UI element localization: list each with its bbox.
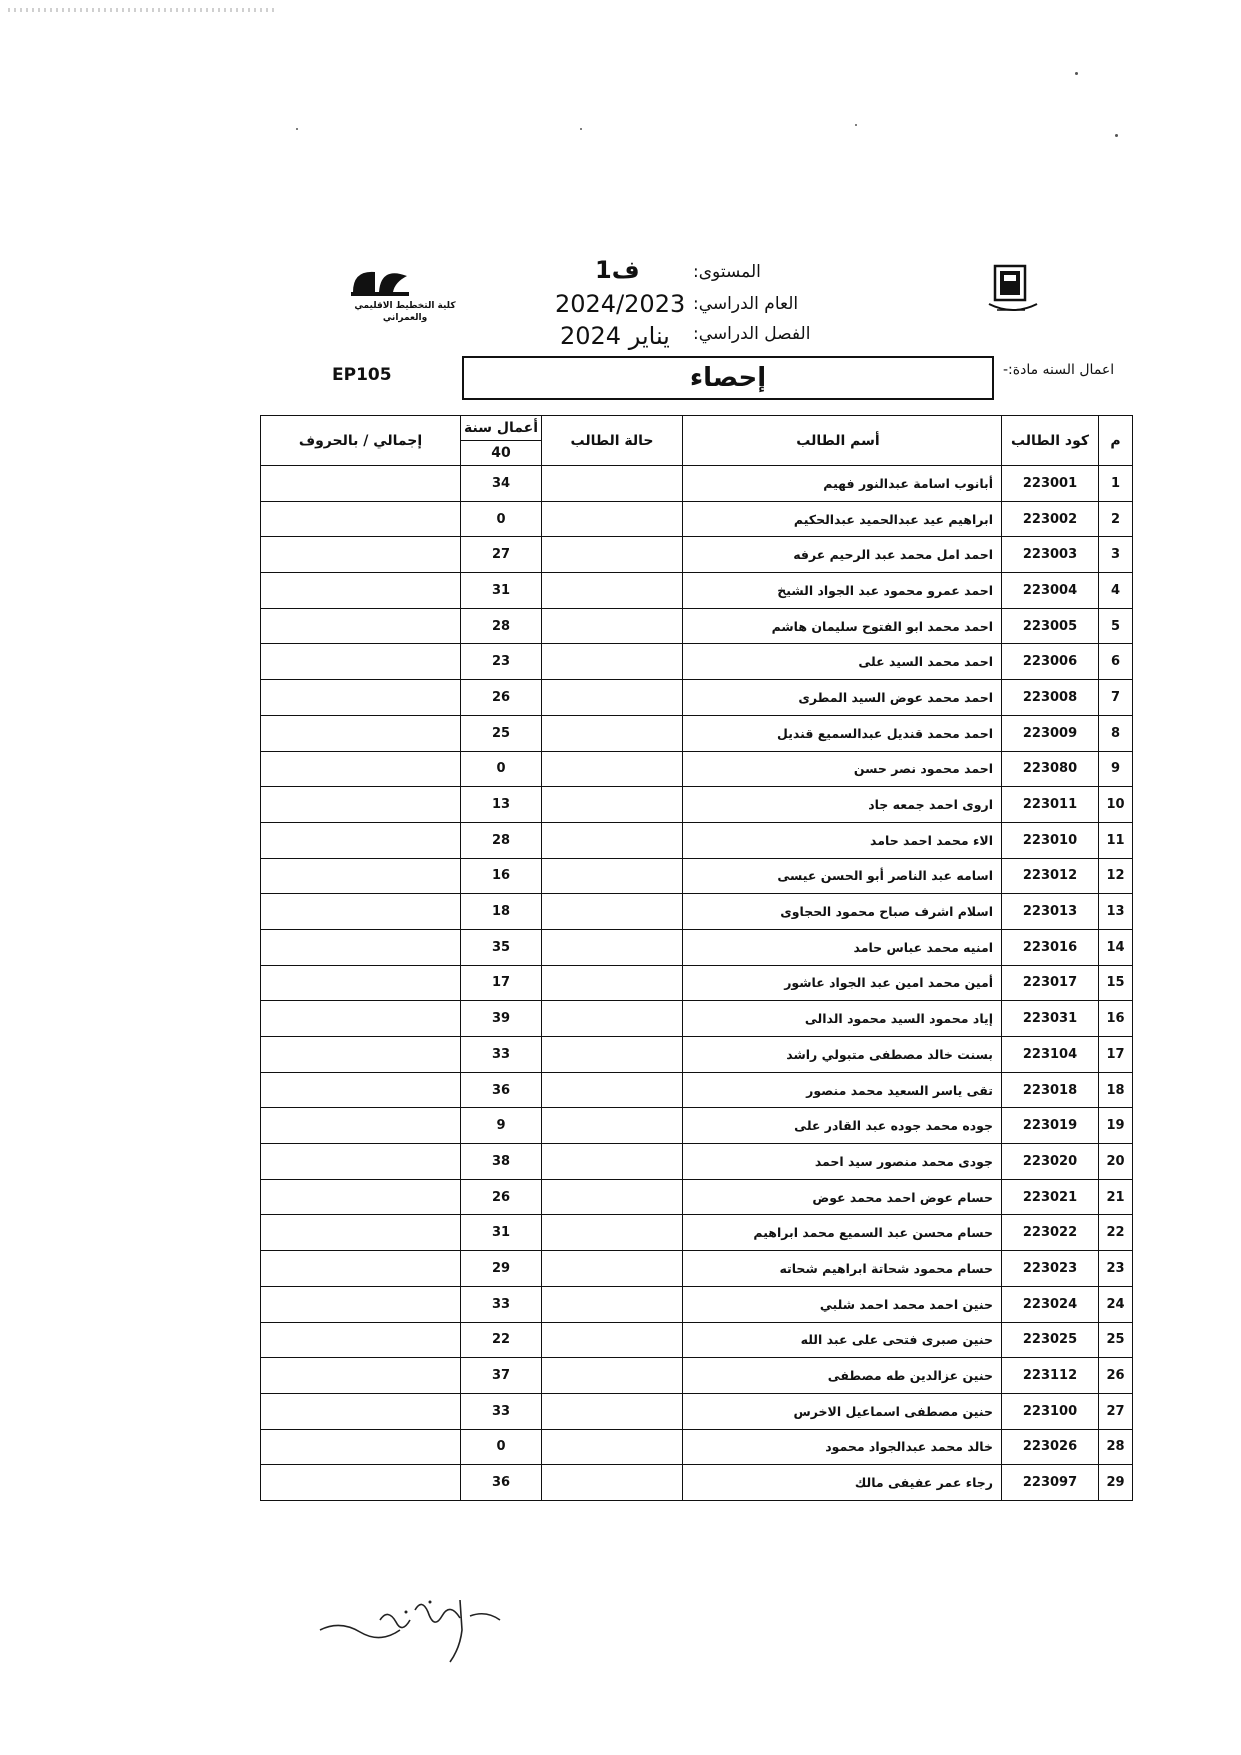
year-work-mark: 0 <box>461 1429 542 1465</box>
row-number: 1 <box>1099 466 1133 502</box>
student-code: 223112 <box>1002 1358 1099 1394</box>
table-row <box>261 822 1133 858</box>
table-row <box>261 1037 1133 1073</box>
student-status <box>542 501 683 537</box>
total-in-words <box>261 1072 461 1108</box>
row-number: 3 <box>1099 537 1133 573</box>
table-row <box>261 858 1133 894</box>
student-code: 223021 <box>1002 1179 1099 1215</box>
row-number: 21 <box>1099 1179 1133 1215</box>
student-name: حنين مصطفى اسماعيل الاخرس <box>683 1393 1002 1429</box>
row-number: 12 <box>1099 858 1133 894</box>
student-status <box>542 1429 683 1465</box>
student-status <box>542 680 683 716</box>
year-work-mark: 37 <box>461 1358 542 1394</box>
year-work-mark: 33 <box>461 1393 542 1429</box>
year-work-mark: 0 <box>461 751 542 787</box>
course-name: إحصاء <box>689 363 767 393</box>
header-status: حالة الطالب <box>542 416 683 466</box>
student-name: بسنت خالد مصطفى متبولي راشد <box>683 1037 1002 1073</box>
student-code: 223025 <box>1002 1322 1099 1358</box>
student-code: 223006 <box>1002 644 1099 680</box>
student-code: 223003 <box>1002 537 1099 573</box>
student-code: 223004 <box>1002 573 1099 609</box>
student-code: 223019 <box>1002 1108 1099 1144</box>
row-number: 2 <box>1099 501 1133 537</box>
student-name: رجاء عمر عفيفى مالك <box>683 1465 1002 1501</box>
table-row <box>261 1286 1133 1322</box>
row-number: 4 <box>1099 573 1133 609</box>
year-work-mark: 26 <box>461 680 542 716</box>
student-name: حنين احمد محمد احمد شلبي <box>683 1286 1002 1322</box>
student-status <box>542 1286 683 1322</box>
term-label: الفصل الدراسي: <box>693 324 811 344</box>
grades-table <box>260 415 1133 1501</box>
university-logo <box>985 262 1041 318</box>
table-row <box>261 501 1133 537</box>
level-label: المستوى: <box>693 262 761 282</box>
table-row <box>261 1215 1133 1251</box>
total-in-words <box>261 1179 461 1215</box>
student-code: 223024 <box>1002 1286 1099 1322</box>
year-work-mark: 17 <box>461 965 542 1001</box>
year-work-mark: 27 <box>461 537 542 573</box>
student-code: 223011 <box>1002 787 1099 823</box>
table-row <box>261 1358 1133 1394</box>
row-number: 20 <box>1099 1144 1133 1180</box>
student-status <box>542 1144 683 1180</box>
row-number: 14 <box>1099 929 1133 965</box>
table-row <box>261 644 1133 680</box>
student-status <box>542 715 683 751</box>
year-work-mark: 26 <box>461 1179 542 1215</box>
student-status <box>542 1393 683 1429</box>
total-in-words <box>261 1215 461 1251</box>
term-value: يناير 2024 <box>560 322 670 350</box>
student-name: احمد عمرو محمود عبد الجواد الشيخ <box>683 573 1002 609</box>
row-number: 15 <box>1099 965 1133 1001</box>
header-total: إجمالي / بالحروف <box>261 416 461 466</box>
college-name-line1: كلية التخطيط الاقليمي <box>354 301 456 311</box>
student-code: 223097 <box>1002 1465 1099 1501</box>
total-in-words <box>261 929 461 965</box>
row-number: 26 <box>1099 1358 1133 1394</box>
table-row <box>261 751 1133 787</box>
year-work-mark: 23 <box>461 644 542 680</box>
student-status <box>542 929 683 965</box>
row-number: 11 <box>1099 822 1133 858</box>
course-code: EP105 <box>332 365 392 385</box>
total-in-words <box>261 1465 461 1501</box>
total-in-words <box>261 715 461 751</box>
total-in-words <box>261 894 461 930</box>
student-status <box>542 1465 683 1501</box>
table-row <box>261 466 1133 502</box>
row-number: 6 <box>1099 644 1133 680</box>
student-name: أمين محمد امين عبد الجواد عاشور <box>683 965 1002 1001</box>
table-row <box>261 715 1133 751</box>
table-header-row <box>261 416 1133 441</box>
total-in-words <box>261 1144 461 1180</box>
table-row <box>261 929 1133 965</box>
student-name: حسام محمود شحاتة ابراهيم شحاته <box>683 1251 1002 1287</box>
student-code: 223009 <box>1002 715 1099 751</box>
student-code: 223023 <box>1002 1251 1099 1287</box>
student-code: 223031 <box>1002 1001 1099 1037</box>
year-work-mark: 31 <box>461 1215 542 1251</box>
student-status <box>542 787 683 823</box>
student-code: 223022 <box>1002 1215 1099 1251</box>
student-code: 223100 <box>1002 1393 1099 1429</box>
row-number: 7 <box>1099 680 1133 716</box>
student-code: 223018 <box>1002 1072 1099 1108</box>
scan-speck <box>1115 134 1118 137</box>
row-number: 25 <box>1099 1322 1133 1358</box>
total-in-words <box>261 680 461 716</box>
student-status <box>542 1108 683 1144</box>
total-in-words <box>261 787 461 823</box>
year-work-mark: 36 <box>461 1465 542 1501</box>
row-number: 28 <box>1099 1429 1133 1465</box>
row-number: 10 <box>1099 787 1133 823</box>
table-row <box>261 608 1133 644</box>
total-in-words <box>261 822 461 858</box>
scan-speck <box>296 128 298 130</box>
student-name: احمد محمد عوض السيد المطرى <box>683 680 1002 716</box>
total-in-words <box>261 1286 461 1322</box>
scan-speck <box>1075 72 1078 75</box>
student-code: 223104 <box>1002 1037 1099 1073</box>
year-label: العام الدراسي: <box>693 294 799 314</box>
student-name: احمد محمود نصر حسن <box>683 751 1002 787</box>
table-row <box>261 573 1133 609</box>
table-row <box>261 787 1133 823</box>
student-name: أبانوب اسامة عبدالنور فهيم <box>683 466 1002 502</box>
table-row <box>261 1322 1133 1358</box>
college-logo <box>345 262 465 332</box>
year-work-mark: 36 <box>461 1072 542 1108</box>
student-code: 223008 <box>1002 680 1099 716</box>
year-work-mark: 34 <box>461 466 542 502</box>
row-number: 29 <box>1099 1465 1133 1501</box>
total-in-words <box>261 1001 461 1037</box>
total-in-words <box>261 501 461 537</box>
table-row <box>261 965 1133 1001</box>
student-name: اسلام اشرف صباح محمود الحجاوى <box>683 894 1002 930</box>
table-row <box>261 1144 1133 1180</box>
row-number: 19 <box>1099 1108 1133 1144</box>
student-name: احمد محمد السيد على <box>683 644 1002 680</box>
header-name: أسم الطالب <box>683 416 1002 466</box>
student-status <box>542 822 683 858</box>
table-body <box>261 466 1133 1501</box>
student-name: اروى احمد جمعه جاد <box>683 787 1002 823</box>
year-work-mark: 9 <box>461 1108 542 1144</box>
college-name-line2: والعمراني <box>382 313 428 323</box>
total-in-words <box>261 1037 461 1073</box>
year-work-mark: 28 <box>461 822 542 858</box>
total-in-words <box>261 965 461 1001</box>
total-in-words <box>261 1251 461 1287</box>
student-code: 223010 <box>1002 822 1099 858</box>
student-code: 223017 <box>1002 965 1099 1001</box>
year-work-mark: 0 <box>461 501 542 537</box>
year-work-mark: 38 <box>461 1144 542 1180</box>
total-in-words <box>261 644 461 680</box>
student-code: 223026 <box>1002 1429 1099 1465</box>
student-name: ابراهيم عيد عبدالحميد عبدالحكيم <box>683 501 1002 537</box>
row-number: 23 <box>1099 1251 1133 1287</box>
handwritten-signature <box>310 1590 520 1670</box>
course-name-box <box>462 356 994 400</box>
total-in-words <box>261 573 461 609</box>
student-status <box>542 894 683 930</box>
table-row <box>261 680 1133 716</box>
table-row <box>261 894 1133 930</box>
scan-speck <box>855 124 857 126</box>
student-code: 223020 <box>1002 1144 1099 1180</box>
row-number: 24 <box>1099 1286 1133 1322</box>
year-work-mark: 22 <box>461 1322 542 1358</box>
student-name: اسامه عبد الناصر أبو الحسن عيسى <box>683 858 1002 894</box>
row-number: 5 <box>1099 608 1133 644</box>
year-work-mark: 18 <box>461 894 542 930</box>
year-work-mark: 25 <box>461 715 542 751</box>
student-status <box>542 965 683 1001</box>
header-year-work-max: 40 <box>461 441 542 466</box>
student-name: امنيه محمد عباس حامد <box>683 929 1002 965</box>
student-status <box>542 1001 683 1037</box>
student-name: احمد محمد قنديل عبدالسميع قنديل <box>683 715 1002 751</box>
student-status <box>542 1251 683 1287</box>
row-number: 16 <box>1099 1001 1133 1037</box>
total-in-words <box>261 1322 461 1358</box>
year-work-mark: 28 <box>461 608 542 644</box>
student-status <box>542 1179 683 1215</box>
student-status <box>542 751 683 787</box>
year-work-mark: 33 <box>461 1286 542 1322</box>
student-name: جوده محمد جوده عبد القادر على <box>683 1108 1002 1144</box>
table-row <box>261 1072 1133 1108</box>
level-value: ف1 <box>595 256 640 284</box>
student-name: تقى ياسر السعيد محمد منصور <box>683 1072 1002 1108</box>
table-row <box>261 1179 1133 1215</box>
student-status <box>542 608 683 644</box>
student-status <box>542 1322 683 1358</box>
year-work-mark: 33 <box>461 1037 542 1073</box>
student-status <box>542 1358 683 1394</box>
scan-artifact <box>8 8 278 12</box>
student-status <box>542 537 683 573</box>
student-name: احمد امل محمد عبد الرحيم عرفه <box>683 537 1002 573</box>
table-row <box>261 1393 1133 1429</box>
student-status <box>542 1072 683 1108</box>
year-value: 2024/2023 <box>555 290 686 318</box>
table-row <box>261 1251 1133 1287</box>
student-status <box>542 1037 683 1073</box>
course-label: اعمال السنه مادة:- <box>1003 362 1115 378</box>
table-row <box>261 1108 1133 1144</box>
row-number: 8 <box>1099 715 1133 751</box>
header-num: م <box>1099 416 1133 466</box>
row-number: 17 <box>1099 1037 1133 1073</box>
total-in-words <box>261 537 461 573</box>
table-row <box>261 537 1133 573</box>
total-in-words <box>261 1429 461 1465</box>
year-work-mark: 29 <box>461 1251 542 1287</box>
student-code: 223012 <box>1002 858 1099 894</box>
student-name: حسام عوض احمد محمد عوض <box>683 1179 1002 1215</box>
year-work-mark: 16 <box>461 858 542 894</box>
table-row <box>261 1465 1133 1501</box>
row-number: 9 <box>1099 751 1133 787</box>
student-name: حنين عزالدين طه مصطفى <box>683 1358 1002 1394</box>
total-in-words <box>261 466 461 502</box>
student-name: إياد محمود السيد محمود الدالى <box>683 1001 1002 1037</box>
student-status <box>542 466 683 502</box>
year-work-mark: 13 <box>461 787 542 823</box>
student-name: خالد محمد عبدالجواد محمود <box>683 1429 1002 1465</box>
student-status <box>542 1215 683 1251</box>
student-code: 223016 <box>1002 929 1099 965</box>
row-number: 27 <box>1099 1393 1133 1429</box>
year-work-mark: 35 <box>461 929 542 965</box>
student-status <box>542 644 683 680</box>
student-code: 223013 <box>1002 894 1099 930</box>
student-name: احمد محمد ابو الفتوح سليمان هاشم <box>683 608 1002 644</box>
student-status <box>542 573 683 609</box>
student-name: الاء محمد احمد حامد <box>683 822 1002 858</box>
student-status <box>542 858 683 894</box>
total-in-words <box>261 751 461 787</box>
student-code: 223005 <box>1002 608 1099 644</box>
table-row <box>261 1001 1133 1037</box>
total-in-words <box>261 858 461 894</box>
row-number: 18 <box>1099 1072 1133 1108</box>
student-code: 223001 <box>1002 466 1099 502</box>
year-work-mark: 39 <box>461 1001 542 1037</box>
header-code: كود الطالب <box>1002 416 1099 466</box>
student-code: 223080 <box>1002 751 1099 787</box>
student-name: حسام محسن عبد السميع محمد ابراهيم <box>683 1215 1002 1251</box>
row-number: 13 <box>1099 894 1133 930</box>
student-name: حنين صبرى فتحى على عبد الله <box>683 1322 1002 1358</box>
header-year-work: أعمال سنة <box>461 416 542 441</box>
college-logo-mark <box>345 262 415 300</box>
total-in-words <box>261 1108 461 1144</box>
total-in-words <box>261 608 461 644</box>
scan-speck <box>580 128 582 130</box>
row-number: 22 <box>1099 1215 1133 1251</box>
table-row <box>261 1429 1133 1465</box>
year-work-mark: 31 <box>461 573 542 609</box>
total-in-words <box>261 1393 461 1429</box>
student-name: جودى محمد منصور سيد احمد <box>683 1144 1002 1180</box>
total-in-words <box>261 1358 461 1394</box>
student-code: 223002 <box>1002 501 1099 537</box>
